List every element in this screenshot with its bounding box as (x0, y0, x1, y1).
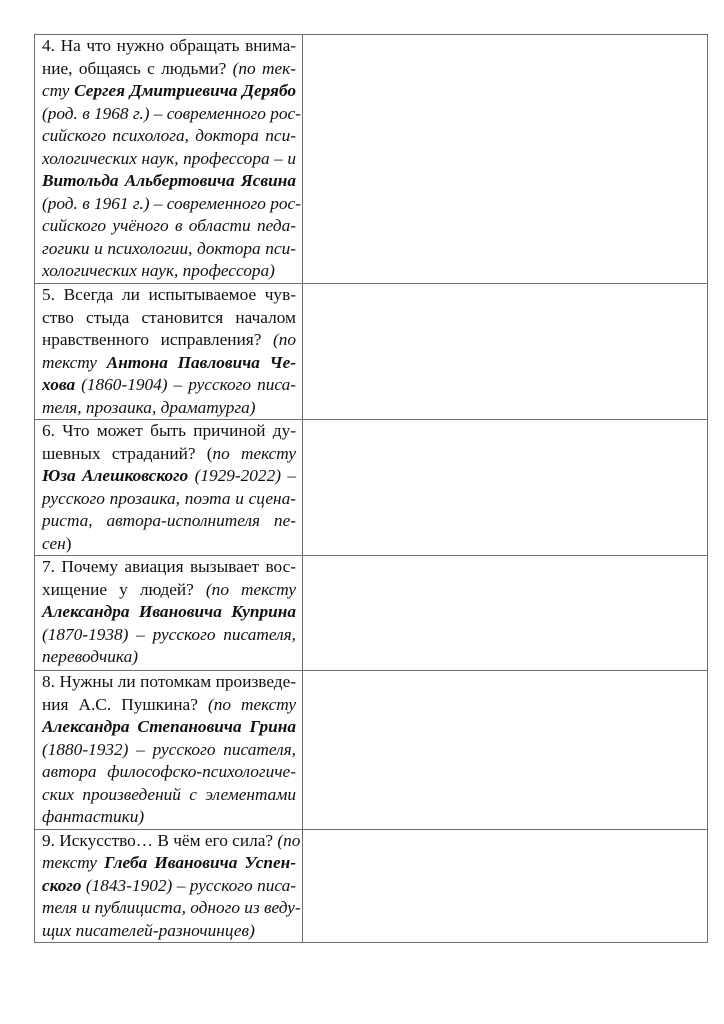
topic-line (42, 556, 296, 579)
table-row (35, 556, 708, 671)
topic-line (42, 920, 296, 943)
topic-line (42, 852, 296, 875)
source-note: теля и публициста, одного из веду- (42, 898, 301, 917)
table-row (35, 284, 708, 420)
topic-line (42, 170, 296, 193)
source-note: щих писателей-разночинцев) (42, 920, 255, 940)
answer-cell[interactable] (303, 671, 708, 830)
question-text: ) (65, 533, 72, 553)
table-row (35, 35, 708, 284)
source-note: (1929-2022) – (188, 466, 296, 485)
table-row (35, 420, 708, 556)
source-note: сийского учёного в области педа- (42, 216, 296, 235)
source-note: (род. в 1961 г.) – современного рос- (42, 193, 301, 213)
source-note: сен (42, 533, 66, 553)
topic-line (42, 533, 296, 556)
topic-line (42, 601, 296, 624)
topic-line (42, 284, 296, 307)
question-text: 4. На что нужно обращать внима- (42, 36, 296, 55)
source-note: ских произведений с элементами (42, 784, 296, 804)
topic-cell (35, 829, 303, 943)
table-row (35, 829, 708, 943)
topic-line (42, 148, 296, 171)
topic-line (42, 397, 296, 420)
source-note: переводчика) (42, 647, 138, 666)
topic-line (42, 579, 296, 602)
topic-line (42, 80, 296, 103)
source-note: (1860-1904) – русского писа- (75, 375, 296, 394)
topic-line (42, 35, 296, 58)
topic-cell (35, 671, 303, 830)
topic-line (42, 465, 296, 488)
topic-line (42, 830, 301, 853)
question-text: ния А.С. Пушкина? (42, 694, 208, 714)
source-note: (1843-1902) – русского писа- (81, 875, 296, 895)
topic-line (42, 488, 296, 511)
source-note: сийского психолога, доктора пси- (42, 126, 296, 145)
source-note: (по (277, 830, 301, 850)
topic-line (42, 897, 301, 920)
author-name: Александра Ивановича Куприна (42, 602, 296, 621)
table-body (35, 35, 708, 943)
topic-line (42, 510, 296, 533)
topic-line (42, 761, 296, 784)
author-name: Александра Степановича Грина (42, 717, 296, 736)
topic-line (42, 694, 296, 717)
author-name: Сергея Дмитриевича Дерябо (74, 81, 296, 100)
question-text: ство стыда становится началом (42, 307, 296, 327)
author-name: Юза Алешковского (42, 466, 189, 485)
answer-cell[interactable] (303, 829, 708, 943)
source-note: сту (42, 81, 75, 100)
topic-line (42, 352, 296, 375)
author-name: ского (42, 875, 82, 895)
topic-cell (35, 35, 303, 284)
author-name: хова (42, 375, 76, 394)
source-note: (по тексту (207, 694, 296, 714)
topic-line (42, 875, 296, 898)
source-note: по тексту (212, 443, 296, 463)
source-note: (1880-1932) – русского писателя, (42, 739, 296, 759)
topic-line (42, 716, 296, 739)
source-note: хологических наук, профессора) (42, 261, 275, 280)
question-text: нравственного исправления? (42, 330, 273, 349)
topic-line (42, 193, 301, 216)
source-note: (1870-1938) – русского писателя, (42, 624, 296, 644)
topic-line (42, 646, 296, 669)
question-text: хищение у людей? (42, 579, 206, 599)
source-note: автора философско-психологиче- (42, 762, 296, 781)
source-note: тексту (42, 352, 107, 372)
table-row (35, 671, 708, 830)
topic-line (42, 739, 296, 762)
topic-line (42, 624, 296, 647)
answer-cell[interactable] (303, 556, 708, 671)
source-note: тексту (42, 853, 105, 872)
topic-line (42, 103, 301, 126)
topic-line (42, 671, 296, 694)
topic-line (42, 443, 296, 466)
question-text: 5. Всегда ли испытываемое чув- (42, 285, 296, 304)
topic-line (42, 215, 296, 238)
source-note: фантастики) (42, 807, 145, 826)
source-note: (по тек- (232, 58, 296, 78)
question-text: 8. Нужны ли потомкам произведе- (42, 672, 296, 691)
topic-line (42, 307, 296, 330)
source-note: (по тексту (205, 579, 296, 599)
topic-cell (35, 420, 303, 556)
topic-line (42, 238, 296, 261)
topic-line (42, 260, 296, 283)
author-name: Витольда Альбертовича Ясвина (42, 171, 296, 190)
question-text: 7. Почему авиация вызывает вос- (42, 557, 296, 576)
source-note: риста, автора-исполнителя пе- (42, 511, 296, 530)
source-note: (по (272, 330, 296, 349)
answer-cell[interactable] (303, 35, 708, 284)
source-note: русского прозаика, поэта и сцена- (42, 488, 296, 508)
topic-line (42, 329, 296, 352)
answer-cell[interactable] (303, 284, 708, 420)
topic-line (42, 58, 296, 81)
source-note: гогики и психологии, доктора пси- (42, 238, 296, 258)
essay-topics-table (34, 34, 708, 943)
topic-line (42, 125, 296, 148)
source-note: (род. в 1968 г.) – современного рос- (42, 103, 301, 123)
question-text: 6. Что может быть причиной ду- (42, 421, 296, 440)
topic-cell (35, 284, 303, 420)
topic-line (42, 784, 296, 807)
topic-line (42, 374, 296, 397)
author-name: Глеба Ивановича Успен- (104, 853, 296, 872)
answer-cell[interactable] (303, 420, 708, 556)
question-text: шевных страданий? ( (42, 443, 213, 463)
source-note: хологических наук, профессора – и (42, 148, 296, 168)
topic-cell (35, 556, 303, 671)
topic-line (42, 420, 296, 443)
source-note: теля, прозаика, драматурга) (42, 397, 256, 417)
question-text: 9. Искусство… В чём его сила? (42, 830, 278, 850)
topic-line (42, 806, 296, 829)
author-name: Антона Павловича Че- (106, 352, 296, 372)
question-text: ние, общаясь с людьми? (42, 58, 233, 78)
